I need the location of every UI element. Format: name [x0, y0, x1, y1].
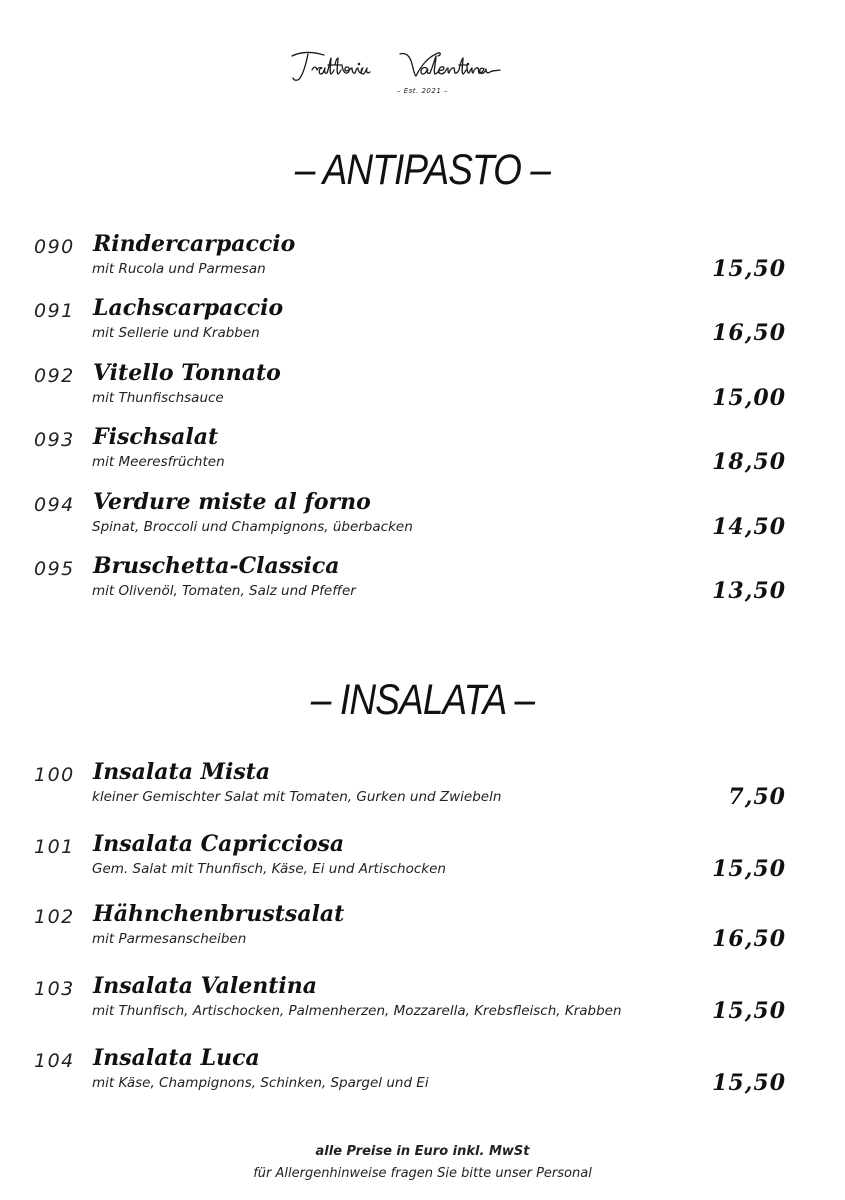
menu-item	[0, 1045, 845, 1110]
item-name: Lachscarpaccio	[93, 295, 284, 321]
item-description: Spinat, Broccoli und Champignons, überbacken	[92, 519, 413, 535]
item-price: 15,50	[712, 856, 786, 882]
item-name: Verdure miste al forno	[93, 489, 371, 515]
item-description: mit Meeresfrüchten	[92, 454, 225, 470]
item-name: Insalata Valentina	[93, 973, 318, 999]
item-description: mit Parmesanscheiben	[92, 931, 247, 947]
item-price: 7,50	[728, 784, 786, 810]
item-name: Insalata Capricciosa	[93, 831, 345, 857]
item-price: 18,50	[712, 449, 786, 475]
item-price: 13,50	[712, 578, 786, 604]
item-number: 101	[34, 836, 75, 858]
item-number: 095	[34, 558, 75, 580]
item-price: 16,50	[712, 320, 786, 346]
item-number: 100	[34, 764, 75, 786]
established-label: – Est. 2021 –	[396, 87, 449, 95]
menu-item	[0, 831, 845, 896]
menu-item	[0, 295, 845, 360]
item-name: Fischsalat	[93, 424, 219, 450]
item-description: Gem. Salat mit Thunfisch, Käse, Ei und Artischocken	[92, 861, 446, 877]
item-price: 15,50	[712, 256, 786, 282]
item-price: 15,50	[712, 998, 786, 1024]
item-price: 16,50	[712, 926, 786, 952]
item-description: mit Rucola und Parmesan	[92, 261, 266, 277]
item-description: kleiner Gemischter Salat mit Tomaten, Gurken und Zwiebeln	[92, 789, 502, 805]
allergen-note: für Allergenhinweise fragen Sie bitte unser Personal	[253, 1166, 592, 1181]
item-description: mit Sellerie und Krabben	[92, 325, 260, 341]
menu-item	[0, 424, 845, 489]
prices-note: alle Preise in Euro inkl. MwSt	[315, 1144, 530, 1159]
item-number: 091	[34, 300, 75, 322]
menu-item	[0, 759, 845, 824]
menu-item	[0, 489, 845, 554]
restaurant-logo	[0, 46, 845, 106]
item-price: 14,50	[712, 514, 786, 540]
menu-item	[0, 360, 845, 425]
item-name: Rindercarpaccio	[93, 231, 296, 257]
item-number: 094	[34, 494, 75, 516]
item-number: 103	[34, 978, 75, 1000]
item-number: 104	[34, 1050, 75, 1072]
item-number: 093	[34, 429, 75, 451]
menu-item	[0, 973, 845, 1038]
item-description: mit Olivenöl, Tomaten, Salz und Pfeffer	[92, 583, 356, 599]
item-name: Vitello Tonnato	[93, 360, 281, 386]
menu-item	[0, 901, 845, 966]
item-price: 15,50	[712, 1070, 786, 1096]
item-number: 092	[34, 365, 75, 387]
item-name: Insalata Mista	[93, 759, 271, 785]
item-name: Insalata Luca	[93, 1045, 260, 1071]
section-title-insalata: – INSALATA –	[310, 676, 535, 724]
item-number: 090	[34, 236, 75, 258]
menu-item	[0, 231, 845, 296]
item-description: mit Thunfisch, Artischocken, Palmenherzen, Mozzarella, Krebsfleisch, Krabben	[92, 1003, 622, 1019]
item-description: mit Thunfischsauce	[92, 390, 224, 406]
item-number: 102	[34, 906, 75, 928]
item-name: Bruschetta-Classica	[93, 553, 340, 579]
item-price: 15,00	[712, 385, 786, 411]
trattoria-valentina-logo	[288, 46, 558, 86]
item-name: Hähnchenbrustsalat	[93, 901, 345, 927]
menu-item	[0, 553, 845, 618]
item-description: mit Käse, Champignons, Schinken, Spargel und Ei	[92, 1075, 429, 1091]
section-title-antipasto: – ANTIPASTO –	[294, 146, 551, 194]
